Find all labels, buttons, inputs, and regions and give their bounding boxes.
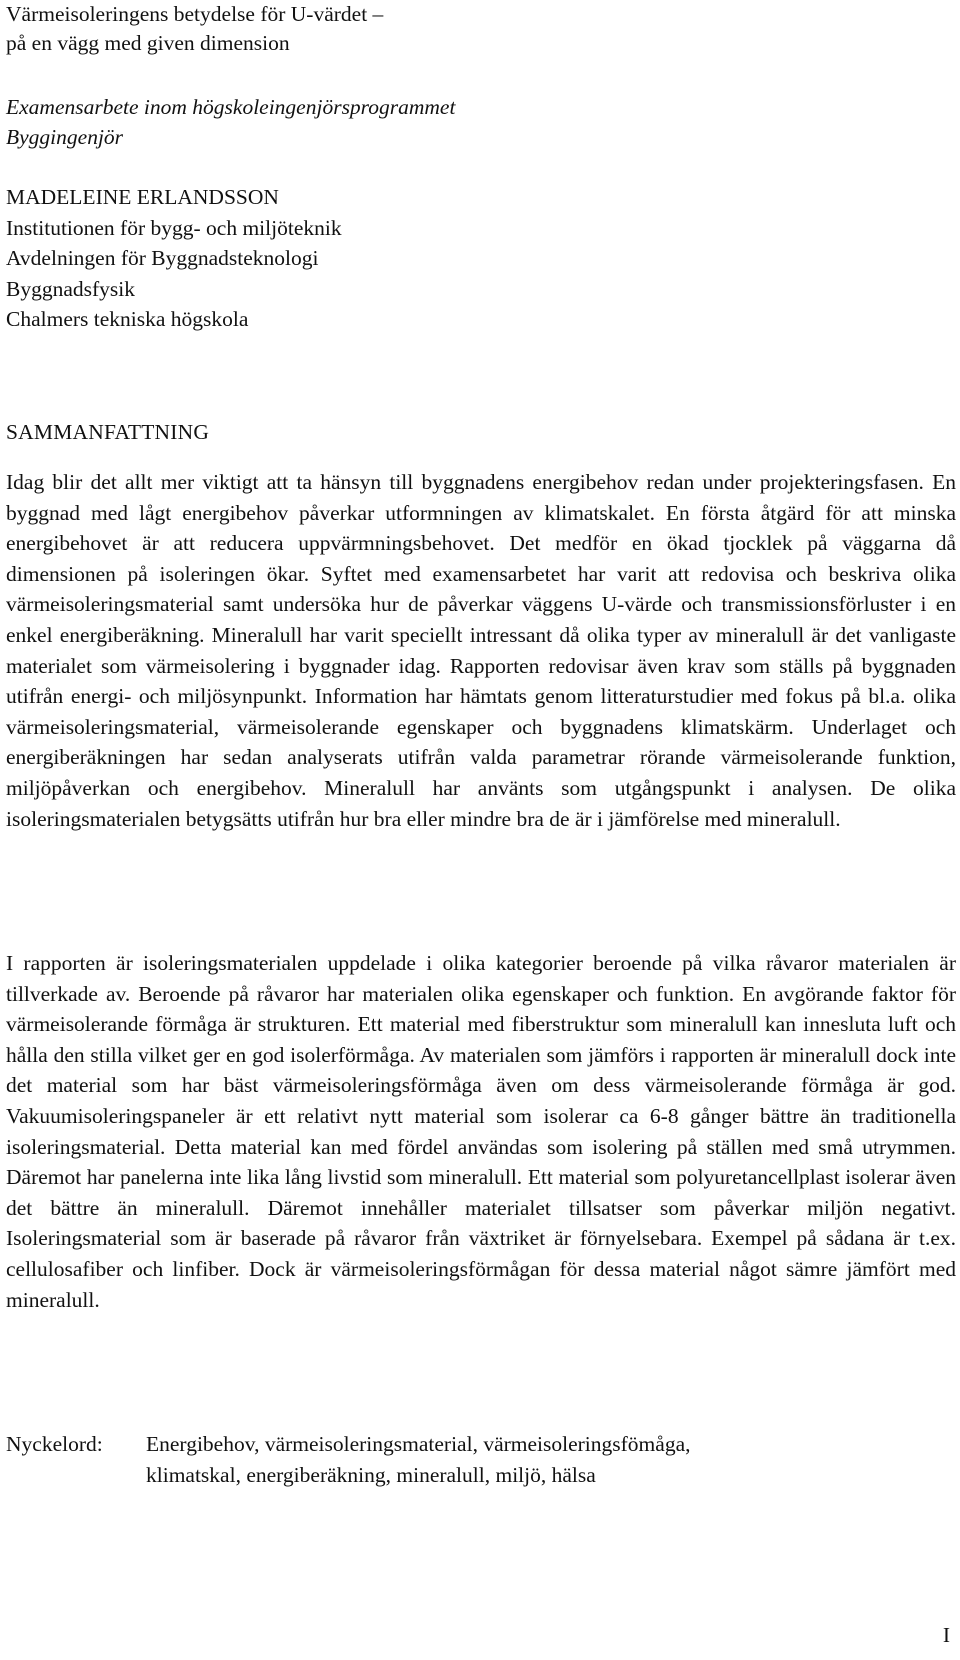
keywords-list — [146, 1429, 926, 1490]
subtitle-line-2: Byggingenjör — [6, 125, 124, 149]
title-line-1: Värmeisoleringens betydelse för U-värdet – — [6, 2, 384, 26]
author-department: Institutionen för bygg- och miljöteknik — [6, 215, 342, 240]
document-subtitle — [6, 92, 455, 152]
summary-heading: SAMMANFATTNING — [6, 420, 210, 444]
keywords-line-2: klimatskal, energiberäkning, mineralull, miljö, hälsa — [146, 1462, 596, 1487]
author-university: Chalmers tekniska högskola — [6, 307, 249, 331]
page-number: I — [942, 1623, 950, 1647]
title-line-2: på en vägg med given dimension — [6, 31, 290, 55]
summary-paragraph-1: Idag blir det allt mer viktigt att ta hänsyn till byggnadens energibehov redan under projekteringsfasen. En byggnad med lågt energibehov påverkar utformningen av klimatskalet. En första åtgärd för att minska energibehovet är att reducera uppvärmningsbehovet. Det medför en ökad tjocklek på väggarna då dimensionen på isoleringen ökar. Syftet med examensarbetet har varit att redovisa och beskriva olika värmeisoleringsmaterial samt undersöka hur de påverkar väggens U-värde och transmissionsförluster i en enkel energiberäkning. Mineralull har varit speciellt intressant då olika typer av mineralull är det vanligaste materialet som värmeisolering i byggnader idag. Rapporten redovisar även krav som ställs på byggnaden utifrån energi- och miljösynpunkt. Information har hämtats genom litteraturstudier med fokus på bl.a. olika värmeisoleringsmaterial, värmeisolerande egenskaper och byggnadens klimatskärm. Underlaget och energiberäkningen har sedan analyserats utifrån valda parametrar rörande värmeisolerande funktion, miljöpåverkan och energibehov. Mineralull har använts som utgångspunkt i analysen. De olika isoleringsmaterialen betygsätts utifrån hur bra eller mindre bra de är i jämförelse med mineralull. — [6, 470, 956, 831]
author-division: Avdelningen för Byggnadsteknologi — [6, 246, 319, 270]
author-info — [6, 182, 342, 335]
author-group: Byggnadsfysik — [6, 276, 135, 301]
summary-paragraph-2: I rapporten är isoleringsmaterialen uppdelade i olika kategorier beroende på vilka råvaror materialen är tillverkade av. Beroende på råvaror har materialen olika egenskaper och funktion. En avgörande faktor för värmeisolerande förmåga är strukturen. Ett material med fiberstruktur som mineralull kan innesluta luft och hålla den stilla vilket ger en god isolerförmåga. Av materialen som jämförs i rapporten är mineralull dock inte det material som har bäst värmeisoleringsförmåga även om dess värmeisolerande förmåga är god. Vakuumisoleringspaneler är ett relativt nytt material som isolerar ca 6-8 gånger bättre än traditionella isoleringsmaterial. Detta material kan med fördel användas som isolering på ställen med små utrymmen. Däremot har panelerna inte lika lång livstid som mineralull. Ett material som polyuretancellplast isolerar även det bättre än mineralull. Däremot innehåller materialet tillsatser som påverkar miljön negativt. Isoleringsmaterial som är baserade på råvaror från växtriket är förnyelsebara. Exempel på sådana är t.ex. cellulosafiber och linfiber. Dock är värmeisoleringsförmågan för dessa material något sämre jämfört med mineralull. — [6, 951, 956, 1312]
keywords-label: Nyckelord: — [6, 1432, 103, 1456]
keywords-line-1: Energibehov, värmeisoleringsmaterial, värmeisoleringsfömåga, — [146, 1432, 691, 1456]
author-name: MADELEINE ERLANDSSON — [6, 185, 279, 209]
document-title — [6, 0, 383, 58]
subtitle-line-1: Examensarbete inom högskoleingenjörsprogrammet — [6, 95, 456, 119]
